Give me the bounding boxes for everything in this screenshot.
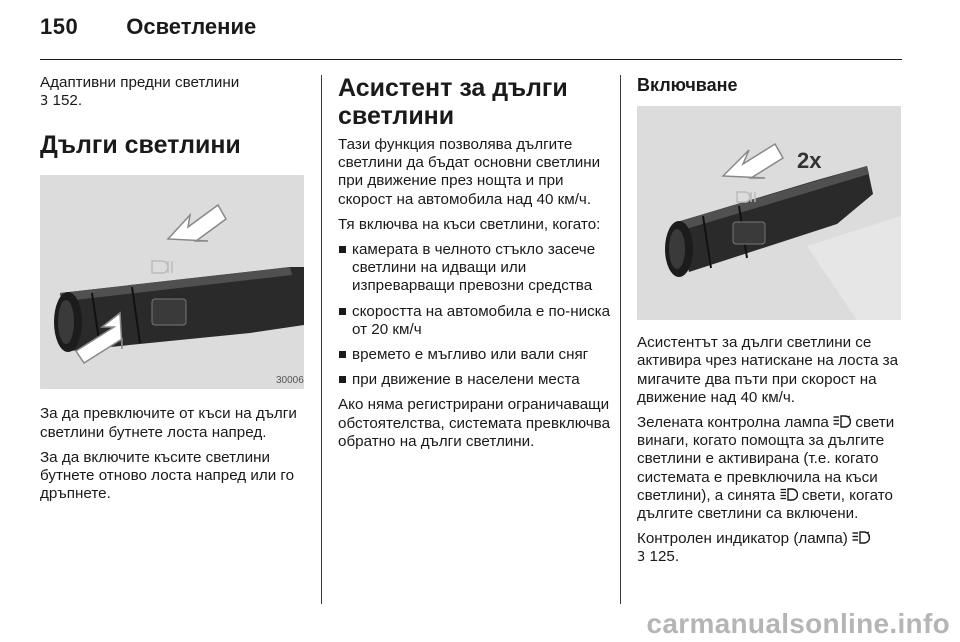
paragraph: Зелената контролна лампа свети винаги, когато помощта за дългите светлини е активирана (т.е. когато системата е превключила на къси светлини), а синята свети, когато дългите светлини са включени. bbox=[637, 414, 895, 523]
section-heading-activation: Включване bbox=[637, 75, 738, 95]
list-item: скоростта на автомобила е по-ниска от 20 км/ч bbox=[338, 303, 613, 339]
lever-push-twice-image bbox=[637, 106, 901, 320]
image-code: 30006 bbox=[276, 375, 304, 387]
list-item: камерата в челното стъкло засече светлини на идващи или изпреварващи превозни средства bbox=[338, 241, 613, 296]
push-count-label: 2x bbox=[797, 148, 822, 174]
page-header bbox=[40, 14, 256, 48]
column-1 bbox=[40, 74, 310, 510]
high-beam-lamp-icon bbox=[780, 488, 798, 501]
column-divider-1 bbox=[321, 75, 322, 604]
section-heading-high-beam: Дълги светлини bbox=[40, 131, 241, 160]
section-heading-high-beam-assist: Асистент за дълги светлини bbox=[338, 74, 568, 130]
reference-arrow-icon: 3 bbox=[40, 94, 49, 110]
list-item: при движение в населени места bbox=[338, 371, 613, 389]
intro-text: Адаптивни предни светлини bbox=[40, 74, 240, 91]
paragraph: Тази функция позволява дългите светлини да бъдат основни светлини при движение през нощта и при скорост на автомобила над 40 км/ч. bbox=[338, 136, 601, 208]
cross-reference-link[interactable]: 3 125. bbox=[637, 548, 680, 566]
watermark: carmanualsonline.info bbox=[646, 608, 950, 639]
bullet-icon bbox=[339, 351, 346, 358]
turn-signal-lever-image bbox=[40, 175, 304, 389]
list-item: времето е мъгливо или вали сняг bbox=[338, 346, 613, 364]
cross-reference-link[interactable]: 3 152. bbox=[40, 92, 83, 110]
high-beam-assist-lamp-icon bbox=[852, 531, 870, 544]
paragraph: Контролен индикатор (лампа) 3 125. bbox=[637, 530, 907, 567]
illustration-activation bbox=[637, 106, 907, 320]
column-2 bbox=[338, 74, 613, 458]
paragraph: За да включите късите светлини бутнете отново лоста напред или го дръпнете. bbox=[40, 448, 295, 503]
page-title: Осветление bbox=[126, 14, 257, 39]
paragraph: Асистентът за дълги светлини се активира чрез натискане на лоста за мигачите два пъти при скорост на движение над 40 км/ч. bbox=[637, 334, 899, 406]
reference-arrow-icon: 3 bbox=[637, 550, 646, 566]
illustration-high-beam bbox=[40, 175, 310, 389]
page-number: 150 bbox=[40, 14, 79, 39]
high-beam-assist-lamp-icon bbox=[833, 415, 851, 428]
column-3 bbox=[637, 74, 907, 575]
bullet-icon bbox=[339, 376, 346, 383]
bullet-icon bbox=[339, 246, 346, 253]
conditions-list bbox=[338, 241, 613, 389]
paragraph: За да превключите от къси на дълги светлини бутнете лоста напред. bbox=[40, 405, 297, 441]
paragraph: Ако няма регистрирани ограничаващи обстоятелства, системата превключва обратно на дълги светлини. bbox=[338, 396, 611, 450]
header-rule bbox=[40, 59, 902, 60]
column-divider-2 bbox=[620, 75, 621, 604]
paragraph: Тя включва на къси светлини, когато: bbox=[338, 215, 601, 233]
bullet-icon bbox=[339, 308, 346, 315]
